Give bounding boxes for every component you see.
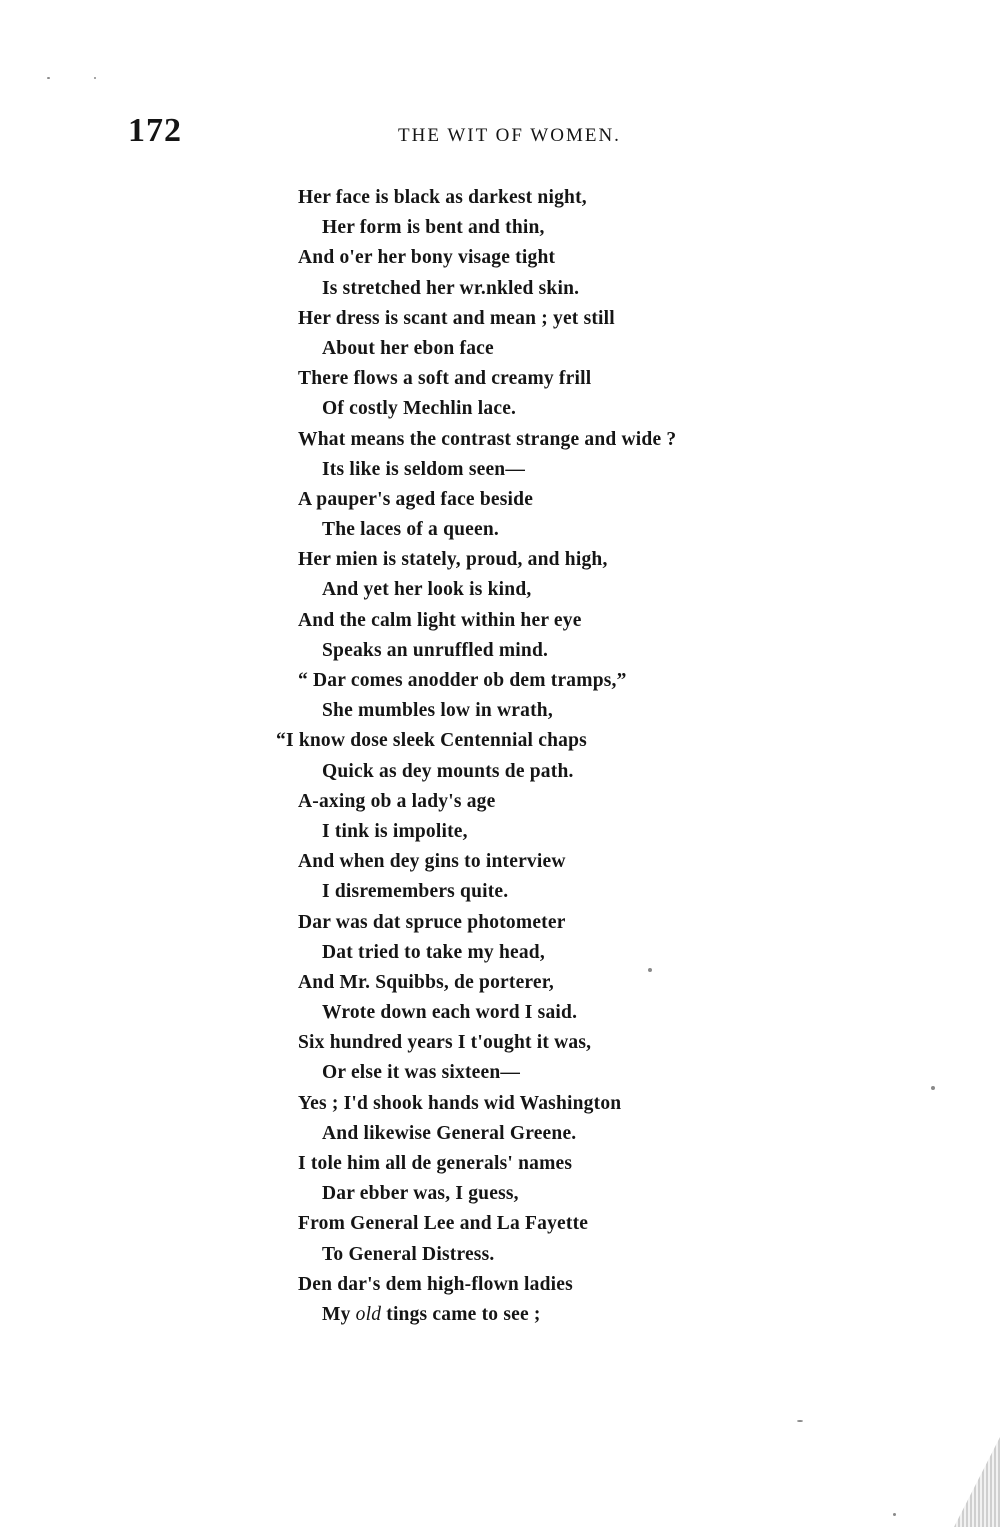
poem-line: Her face is black as darkest night, (298, 187, 587, 208)
scan-speck (931, 1086, 935, 1090)
scan-speck (94, 77, 96, 79)
poem-line: Its like is seldom seen— (322, 458, 526, 480)
scan-speck (797, 1420, 803, 1422)
poem-line: The laces of a queen. (322, 519, 499, 541)
poem-line: To General Distress. (322, 1243, 495, 1265)
poem-line: Quick as dey mounts de path. (322, 760, 574, 782)
poem-line: A pauper's aged face beside (298, 488, 534, 510)
poem-line: About her ebon face (322, 337, 494, 359)
poem-line: My old tings came to see ; (322, 1303, 541, 1325)
poem-line: I tink is impolite, (322, 820, 468, 842)
poem-line: She mumbles low in wrath, (322, 700, 553, 722)
running-head: THE WIT OF WOMEN. (398, 125, 621, 146)
scan-corner-shadow (954, 1437, 1000, 1527)
poem-line: And when dey gins to interview (298, 851, 566, 873)
poem-line: There flows a soft and creamy frill (298, 368, 592, 390)
poem-line: And the calm light within her eye (298, 609, 582, 631)
poem-line: Dar was dat spruce photometer (298, 911, 566, 933)
page-number: 172 (128, 112, 182, 149)
poem-line: Her mien is stately, proud, and high, (298, 549, 608, 571)
poem-line: I tole him all de generals' names (298, 1153, 573, 1174)
poem-line: Speaks an unruffled mind. (322, 639, 549, 661)
poem-line: Six hundred years I t'ought it was, (298, 1032, 592, 1054)
poem-line: Is stretched her wr.nkled skin. (322, 277, 580, 299)
poem-line: Dar ebber was, I guess, (322, 1183, 519, 1205)
poem-line: Wrote down each word I said. (322, 1002, 578, 1024)
poem (276, 183, 898, 1330)
poem-line: Her form is bent and thin, (322, 217, 545, 239)
poem-line: Dat tried to take my head, (322, 941, 545, 963)
scan-speck (893, 1513, 896, 1516)
poem-line: Den dar's dem high-flown ladies (298, 1273, 573, 1295)
poem-line: What means the contrast strange and wide ? (298, 428, 677, 450)
poem-line: And yet her look is kind, (322, 579, 532, 601)
poem-line: “I know dose sleek Centennial chaps (276, 730, 587, 752)
poem-line: And likewise General Greene. (322, 1122, 577, 1144)
poem-line: From General Lee and La Fayette (298, 1213, 589, 1235)
poem-line: Yes ; I'd shook hands wid Washington (298, 1092, 622, 1114)
scan-speck (47, 77, 50, 79)
poem-line: And Mr. Squibbs, de porterer, (298, 971, 554, 993)
poem-line: Her dress is scant and mean ; yet still (298, 307, 615, 329)
poem-line: I disremembers quite. (322, 881, 509, 903)
poem-line: Of costly Mechlin lace. (322, 398, 517, 420)
poem-line: Or else it was sixteen— (322, 1062, 521, 1084)
scan-speck (648, 968, 652, 972)
poem-line: A-axing ob a lady's age (298, 790, 496, 812)
poem-line: And o'er her bony visage tight (298, 247, 556, 269)
poem-line: “ Dar comes anodder ob dem tramps,” (298, 670, 627, 691)
